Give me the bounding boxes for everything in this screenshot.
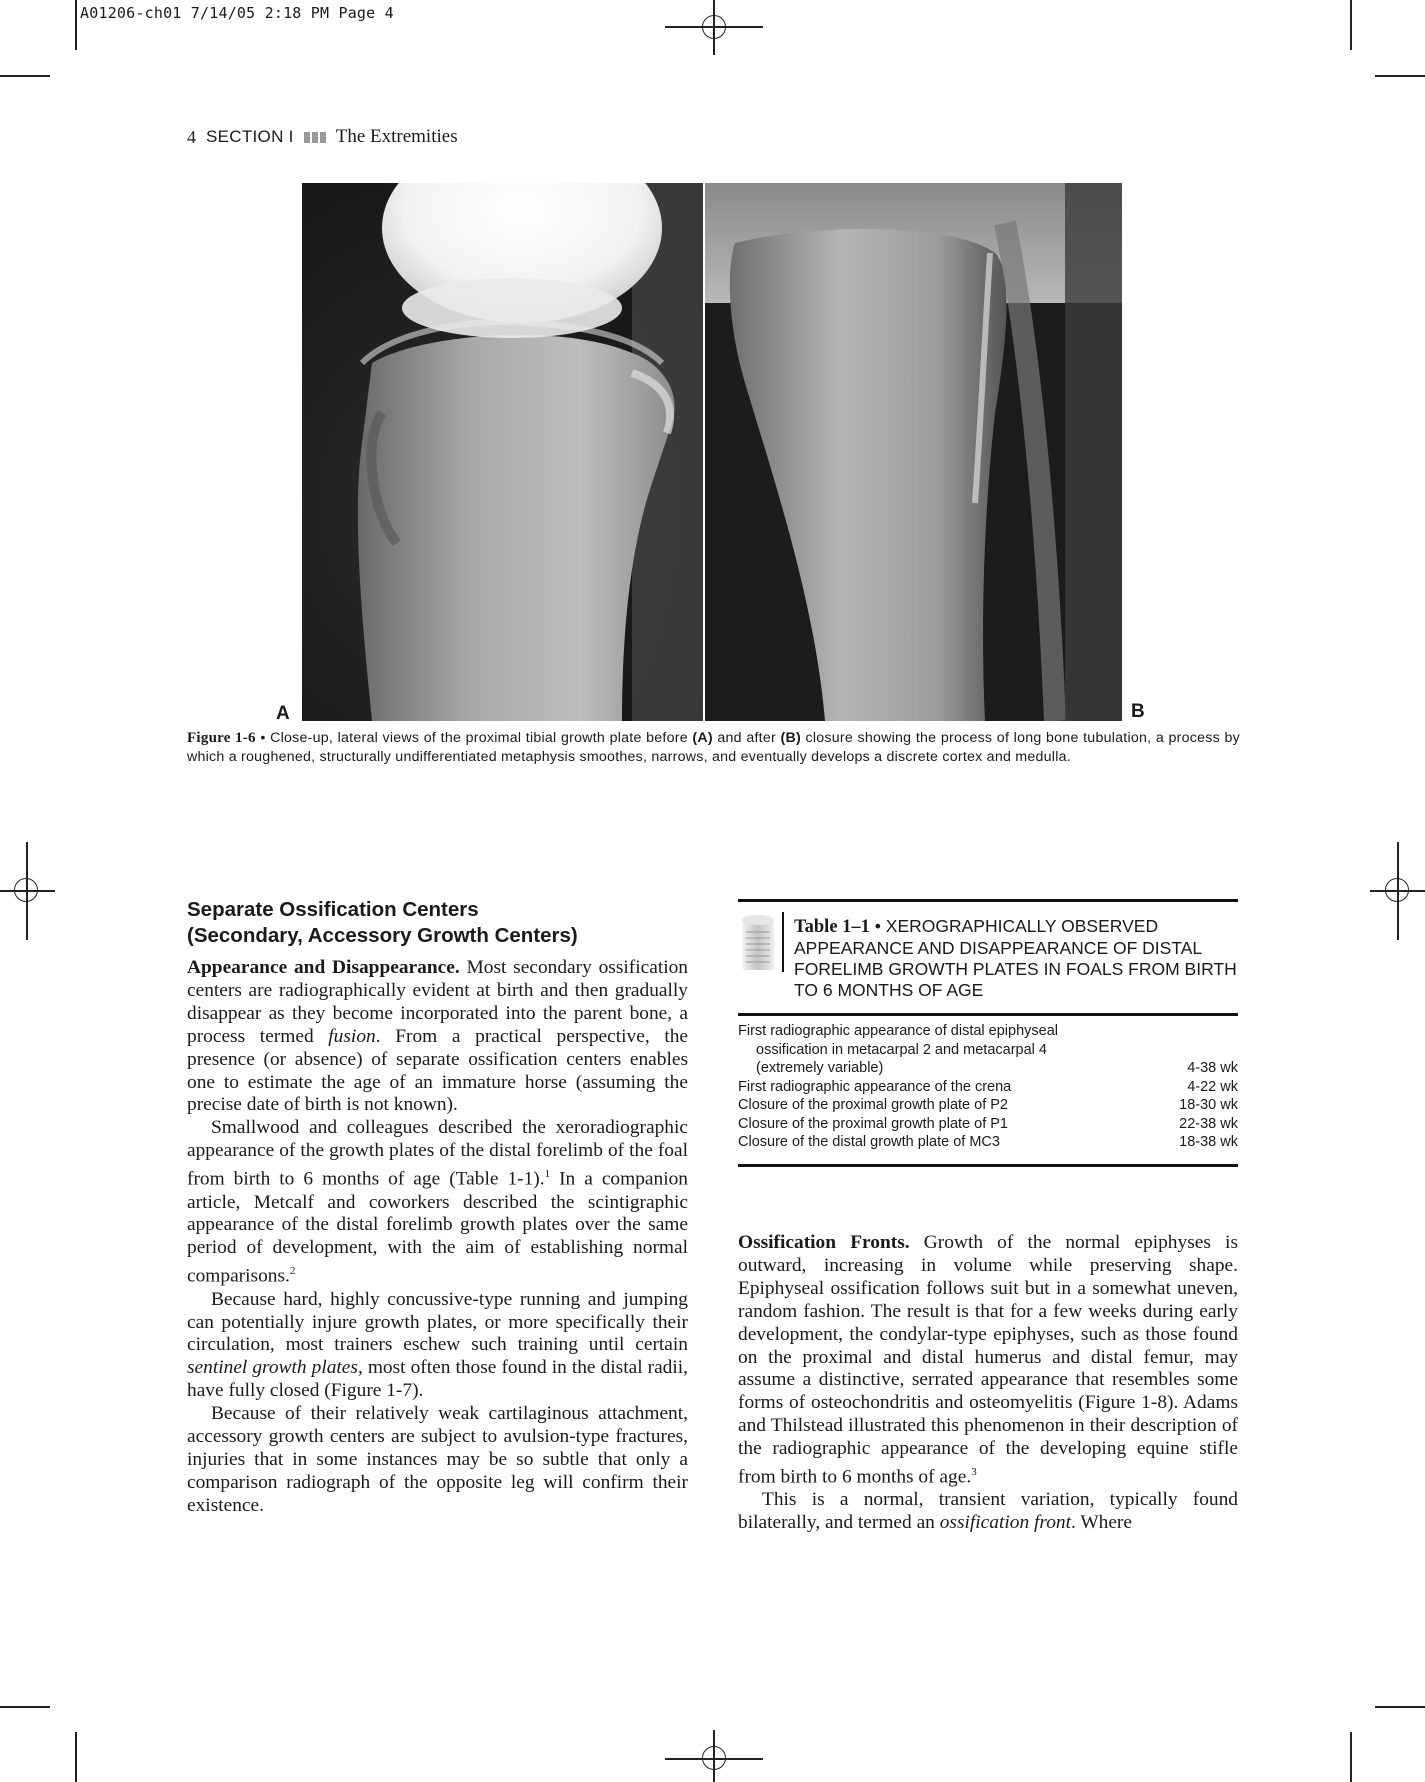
trim-mark-tl-v xyxy=(75,0,77,50)
radiograph-a xyxy=(302,183,703,721)
table-label: Table 1–1 xyxy=(794,917,870,937)
printer-slug: A01206-ch01 7/14/05 2:18 PM Page 4 xyxy=(80,4,394,22)
paragraph: Ossification Fronts. Growth of the normal epiphyses is outward, increasing in volume while preserving shape. Epiphyseal ossification follows suit but in a somewhat uneven, random fashion. The result is that for a few weeks during early development, the condylar-type epiphyses, such as those found on the proximal and distal humerus and distal femur, may assume a distinctive, serrated appearance that resembles some forms of osteochondritis and osteomyelitis (Figure 1-8). Adams and Thilstead illustrated this phenomenon in their description of the radiographic appearance of the developing equine stifle from birth to 6 months of age.$^3$ xyxy=(738,1232,1238,1488)
trim-mark-bl-h xyxy=(0,1706,50,1708)
section-heading: Separate Ossification Centers (Secondary, Accessory Growth Centers) xyxy=(187,898,578,947)
table-title: Table 1–1 • XEROGRAPHICALLY OBSERVED APPEARANCE AND DISAPPEARANCE OF DISTAL FORELIMB GROWTH PLATES IN FOALS FROM BIRTH TO 6 MONTHS OF AGE xyxy=(794,916,1237,1000)
paragraph: Because of their relatively weak cartilaginous attachment, accessory growth centers are subject to avulsion-type fractures, injuries that in some instances may be so subtle that only a comparison radiograph of the opposite leg will confirm their existence. xyxy=(187,1403,688,1516)
table-cell-value: 4-22 wk xyxy=(1187,1078,1238,1095)
left-column xyxy=(187,897,688,1518)
section-label: SECTION I xyxy=(206,127,294,146)
trim-mark-bl-v xyxy=(75,1732,77,1782)
trim-mark-tl-h xyxy=(0,75,50,77)
table-header xyxy=(738,902,1238,1013)
table-cell-value: 18-38 wk xyxy=(1179,1134,1238,1150)
section-divider-blocks xyxy=(304,132,326,143)
paragraph: Because hard, highly concussive-type running and jumping can potentially injure growth plates, or more specifically their circulation, most trainers eschew such training until certain sentinel growth plates, most often those found in the distal radii, have fully closed (Figure 1-7). xyxy=(187,1288,689,1402)
run-in-heading: Appearance and Disappearance. xyxy=(187,957,460,978)
table-1-1 xyxy=(738,899,1238,1167)
citation: 1 xyxy=(544,1168,551,1181)
table-row: Closure of the proximal growth plate of P1 22-38 wk xyxy=(738,1115,1238,1132)
figure-caption-label: Figure 1-6 xyxy=(187,730,256,746)
trim-mark-tr-h xyxy=(1375,75,1425,77)
paragraph: This is a normal, transient variation, typically found bilaterally, and termed an ossification front. Where xyxy=(738,1489,1238,1534)
table-cell-value: 22-38 wk xyxy=(1179,1115,1238,1132)
table-row: Closure of the proximal growth plate of P2 18-30 wk xyxy=(738,1097,1238,1113)
trim-mark-tr-v xyxy=(1350,0,1352,50)
running-head xyxy=(187,126,458,148)
paragraph: Smallwood and colleagues described the xeroradiographic appearance of the growth plates of the distal forelimb of the foal from birth to 6 months of age (Table 1-1).$^1$ In a companion article, Metcalf and coworkers described the scintigraphic appearance of the distal forelimb growth plates over the same period of development, with the aim of establishing normal comparisons.$^2$ xyxy=(187,1117,688,1287)
figure-label-a: A xyxy=(276,703,290,724)
table-row: First radiographic appearance of distal epiphyseal ossification in metacarpal 2 and metacarpal 4 (extremely variable) 4-38 wk xyxy=(738,1023,1238,1076)
table-cell-value: 4-38 wk xyxy=(1187,1060,1238,1076)
table-row: First radiographic appearance of the crena 4-22 wk xyxy=(738,1078,1238,1095)
table-icon xyxy=(738,912,784,972)
right-column xyxy=(738,1232,1238,1535)
table-body xyxy=(738,1016,1238,1164)
table-cell-value: 18-30 wk xyxy=(1179,1097,1238,1113)
table-row: Closure of the distal growth plate of MC3 18-38 wk xyxy=(738,1134,1238,1150)
trim-mark-br-h xyxy=(1375,1706,1425,1708)
table-bottom-rule xyxy=(738,1164,1238,1167)
trim-mark-br-v xyxy=(1350,1732,1352,1782)
citation: 2 xyxy=(289,1265,296,1278)
paragraph: Appearance and Disappearance. Most secondary ossification centers are radiographically evident at birth and then gradually disappear as they become incorporated into the parent bone, a process termed fusion. From a practical perspective, the presence (or absence) of separate ossification centers enables one to estimate the age of an immature horse (assuming the precise date of birth is not known). xyxy=(187,957,689,1116)
radiograph-b xyxy=(705,183,1122,721)
run-in-heading: Ossification Fronts. xyxy=(738,1232,910,1253)
running-title: The Extremities xyxy=(335,126,458,147)
figure-label-b: B xyxy=(1131,701,1145,722)
page-number: 4 xyxy=(187,126,196,147)
figure-caption: Figure 1-6 • Close-up, lateral views of the proximal tibial growth plate before (A) and after (B) closure showing the process of long bone tubulation, a process by which a roughened, structurally undifferentiated metaphysis smoothes, narrows, and eventually develops a discrete cortex and medulla. xyxy=(187,730,1240,765)
citation: 3 xyxy=(971,1466,977,1479)
